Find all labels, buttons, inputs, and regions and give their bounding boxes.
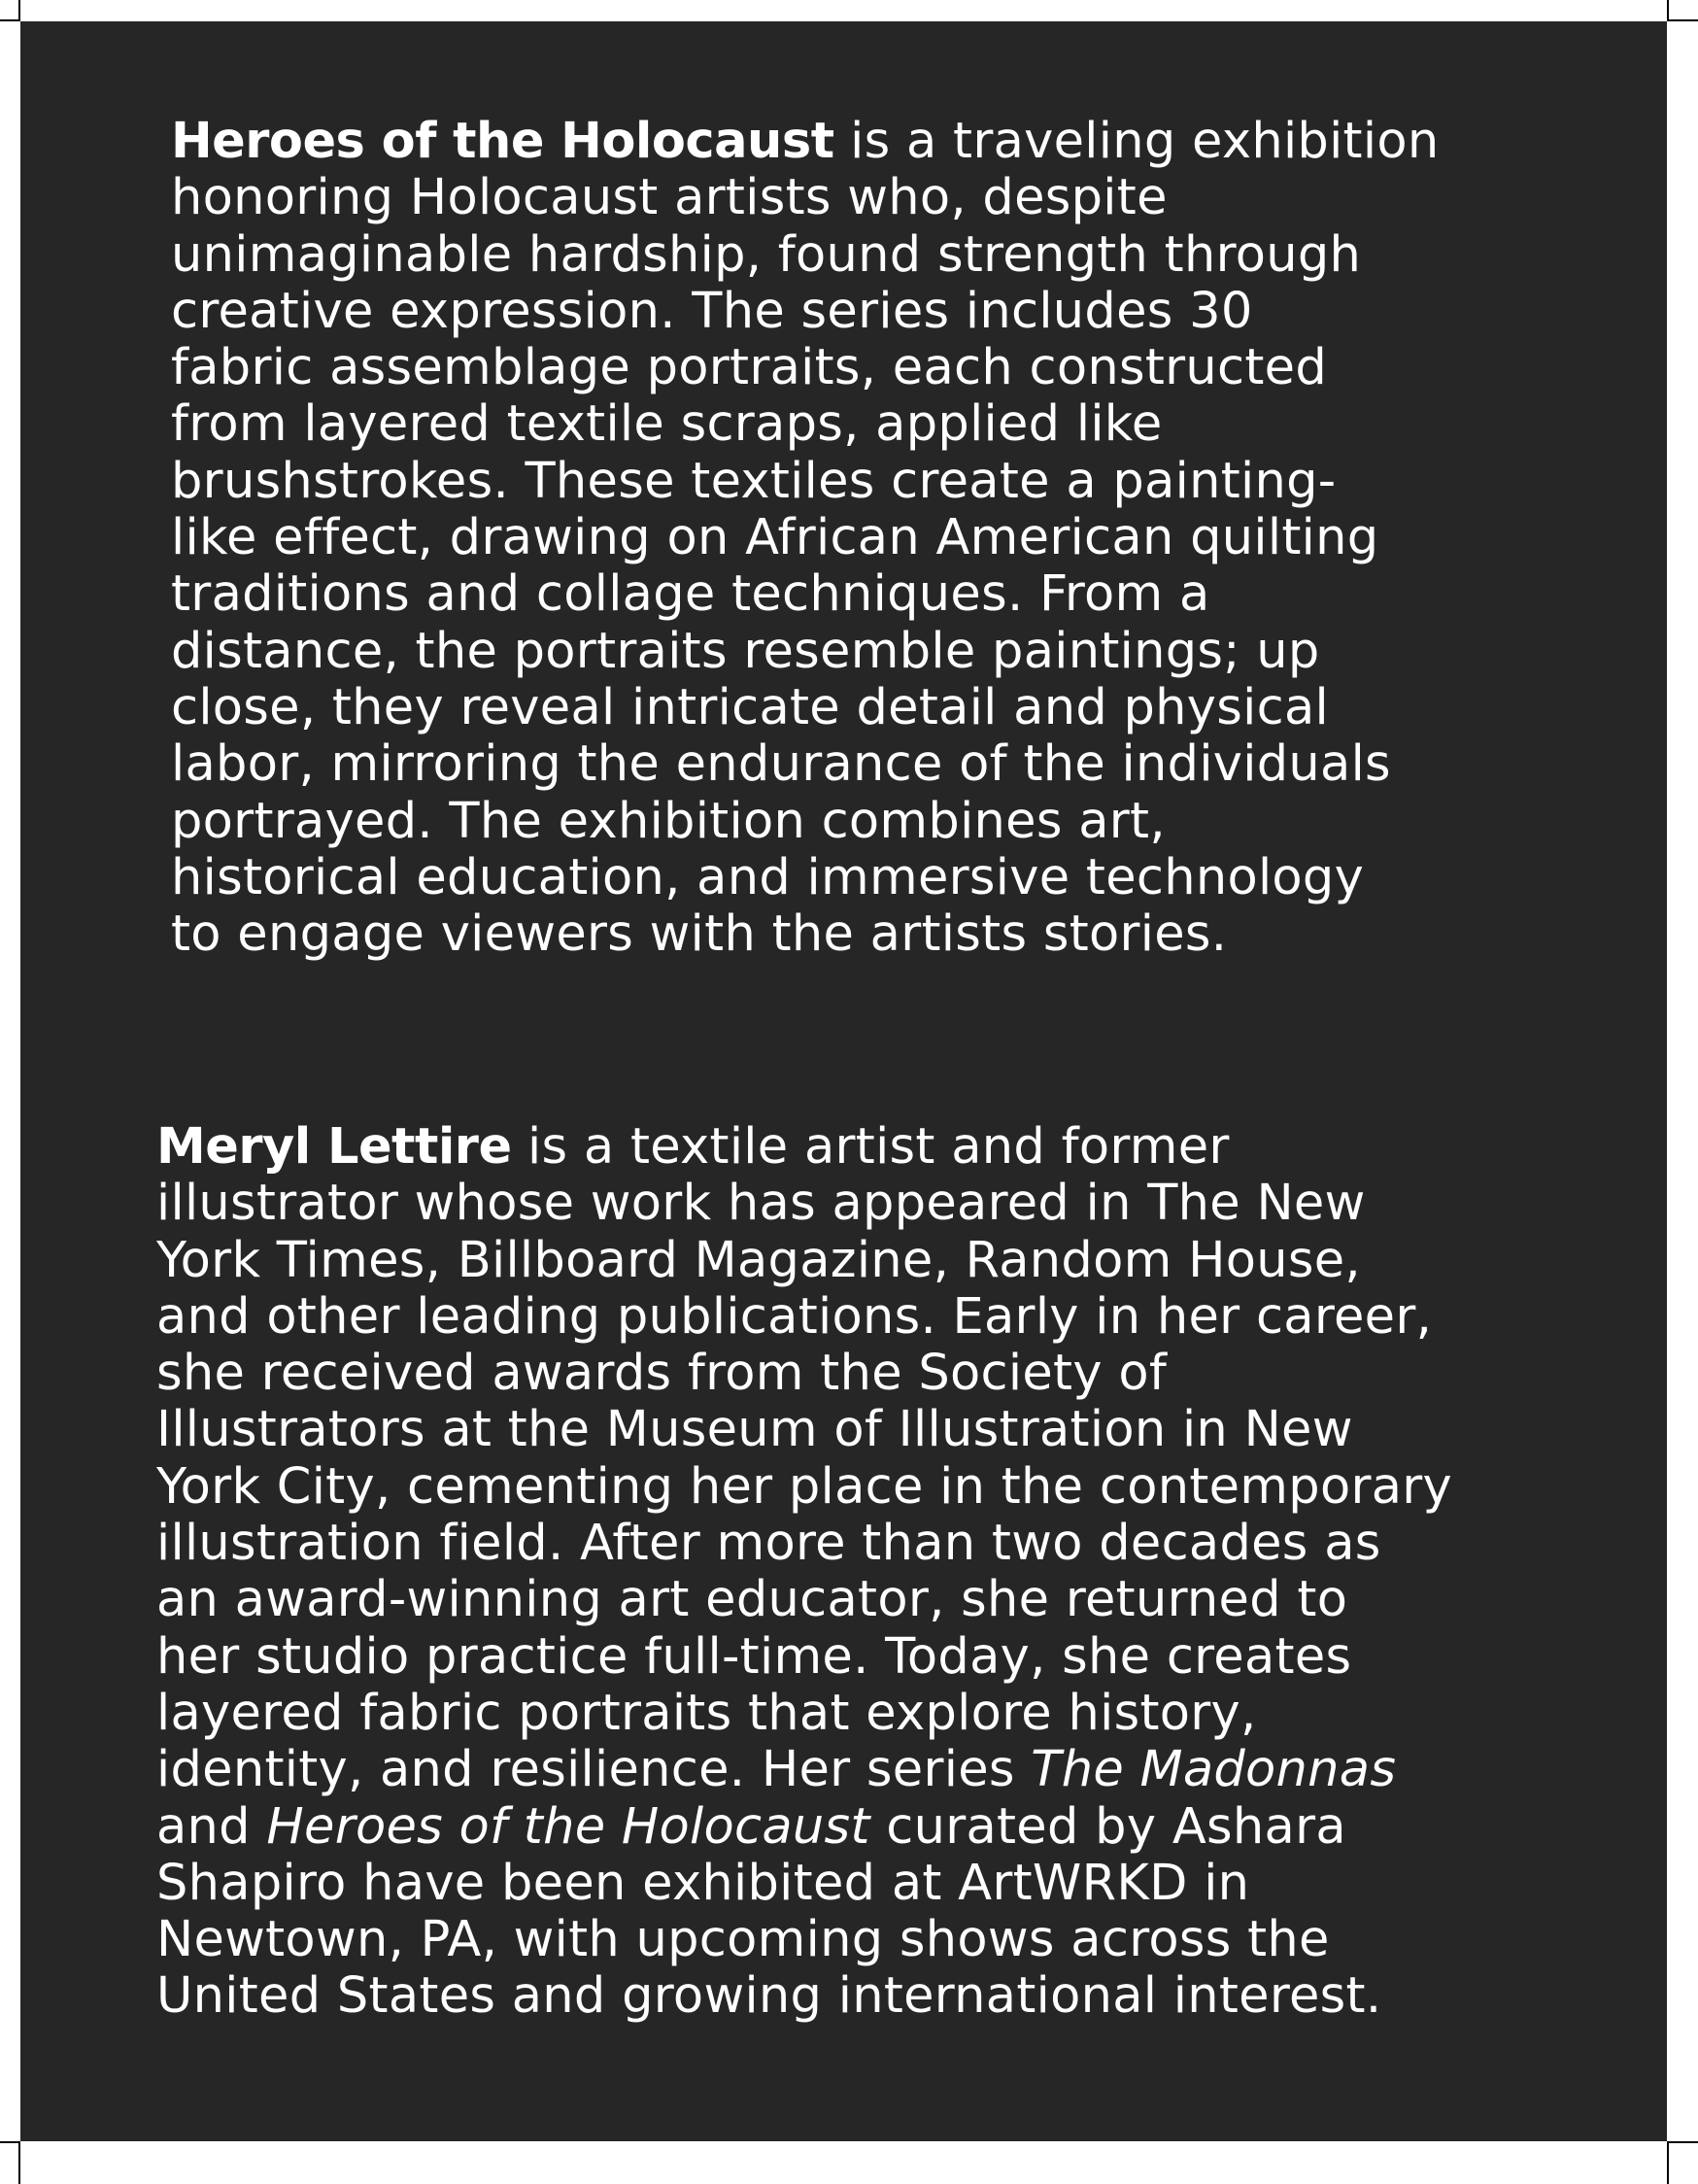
exhibition-line: fabric assemblage portraits, each constructed (171, 339, 1328, 397)
exhibition-line: historical education, and immersive technology (171, 848, 1365, 906)
artist-line: she received awards from the Society of (156, 1345, 1168, 1403)
artist-line: United States and growing international interest. (156, 1967, 1382, 2026)
exhibition-line: traditions and collage techniques. From a (171, 565, 1210, 624)
crop-mark-top-left-vertical (18, 0, 20, 21)
exhibition-line: close, they reveal intricate detail and physical (171, 678, 1329, 736)
exhibition-title: Heroes of the Holocaust (171, 113, 834, 170)
exhibition-line: from layered textile scraps, applied like (171, 395, 1163, 454)
artist-line: her studio practice full-time. Today, she creates (156, 1627, 1352, 1686)
crop-mark-bottom-left (0, 2141, 20, 2143)
exhibition-line: portrayed. The exhibition combines art, (171, 792, 1166, 850)
crop-mark-top-left (0, 19, 20, 21)
artist-paragraph (156, 1119, 1452, 2026)
artist-line: an award-winning art educator, she returned to (156, 1571, 1348, 1629)
artist-line: and (156, 1797, 267, 1856)
exhibition-line: brushstrokes. These textiles create a painting- (171, 452, 1337, 510)
crop-mark-top-right-vertical (1667, 0, 1669, 21)
artist-line: identity, and resilience. Her series (156, 1741, 1032, 1799)
crop-mark-bottom-right-vertical (1667, 2141, 1669, 2184)
artist-name: Meryl Lettire (156, 1118, 512, 1176)
crop-mark-bottom-right (1667, 2141, 1698, 2143)
artist-line: curated by Ashara (869, 1797, 1346, 1856)
exhibition-line: is a traveling exhibition (833, 113, 1440, 170)
exhibition-line: honoring Holocaust artists who, despite (171, 169, 1168, 227)
exhibition-line: labor, mirroring the endurance of the individuals (171, 735, 1391, 794)
exhibition-line: creative expression. The series includes 30 (171, 282, 1253, 340)
artist-line: Newtown, PA, with upcoming shows across the (156, 1911, 1330, 1969)
artist-line: Illustrators at the Museum of Illustration in New (156, 1401, 1353, 1459)
exhibition-line: like effect, drawing on African American quilting (171, 509, 1379, 567)
artist-line: illustrator whose work has appeared in The New (156, 1175, 1366, 1233)
exhibition-line: to engage viewers with the artists stories. (171, 905, 1228, 964)
artist-line: York City, cementing her place in the contemporary (156, 1457, 1453, 1516)
dark-panel (20, 21, 1667, 2141)
artist-line: and other leading publications. Early in her career, (156, 1287, 1433, 1346)
artist-line: York Times, Billboard Magazine, Random House, (156, 1231, 1361, 1289)
series-title-heroes: Heroes of the Holocaust (266, 1797, 870, 1856)
exhibition-line: unimaginable hardship, found strength through (171, 225, 1362, 284)
series-title-madonnas: The Madonnas (1031, 1741, 1397, 1799)
exhibition-paragraph (171, 114, 1439, 963)
artist-line: is a textile artist and former (511, 1118, 1230, 1176)
artist-line: illustration field. After more than two decades as (156, 1515, 1381, 1573)
crop-mark-top-right (1667, 19, 1698, 21)
crop-mark-bottom-left-vertical (18, 2141, 20, 2184)
artist-line: Shapiro have been exhibited at ArtWRKD in (156, 1854, 1250, 1912)
exhibition-line: distance, the portraits resemble paintings; up (171, 622, 1320, 680)
artist-line: layered fabric portraits that explore history, (156, 1684, 1257, 1742)
